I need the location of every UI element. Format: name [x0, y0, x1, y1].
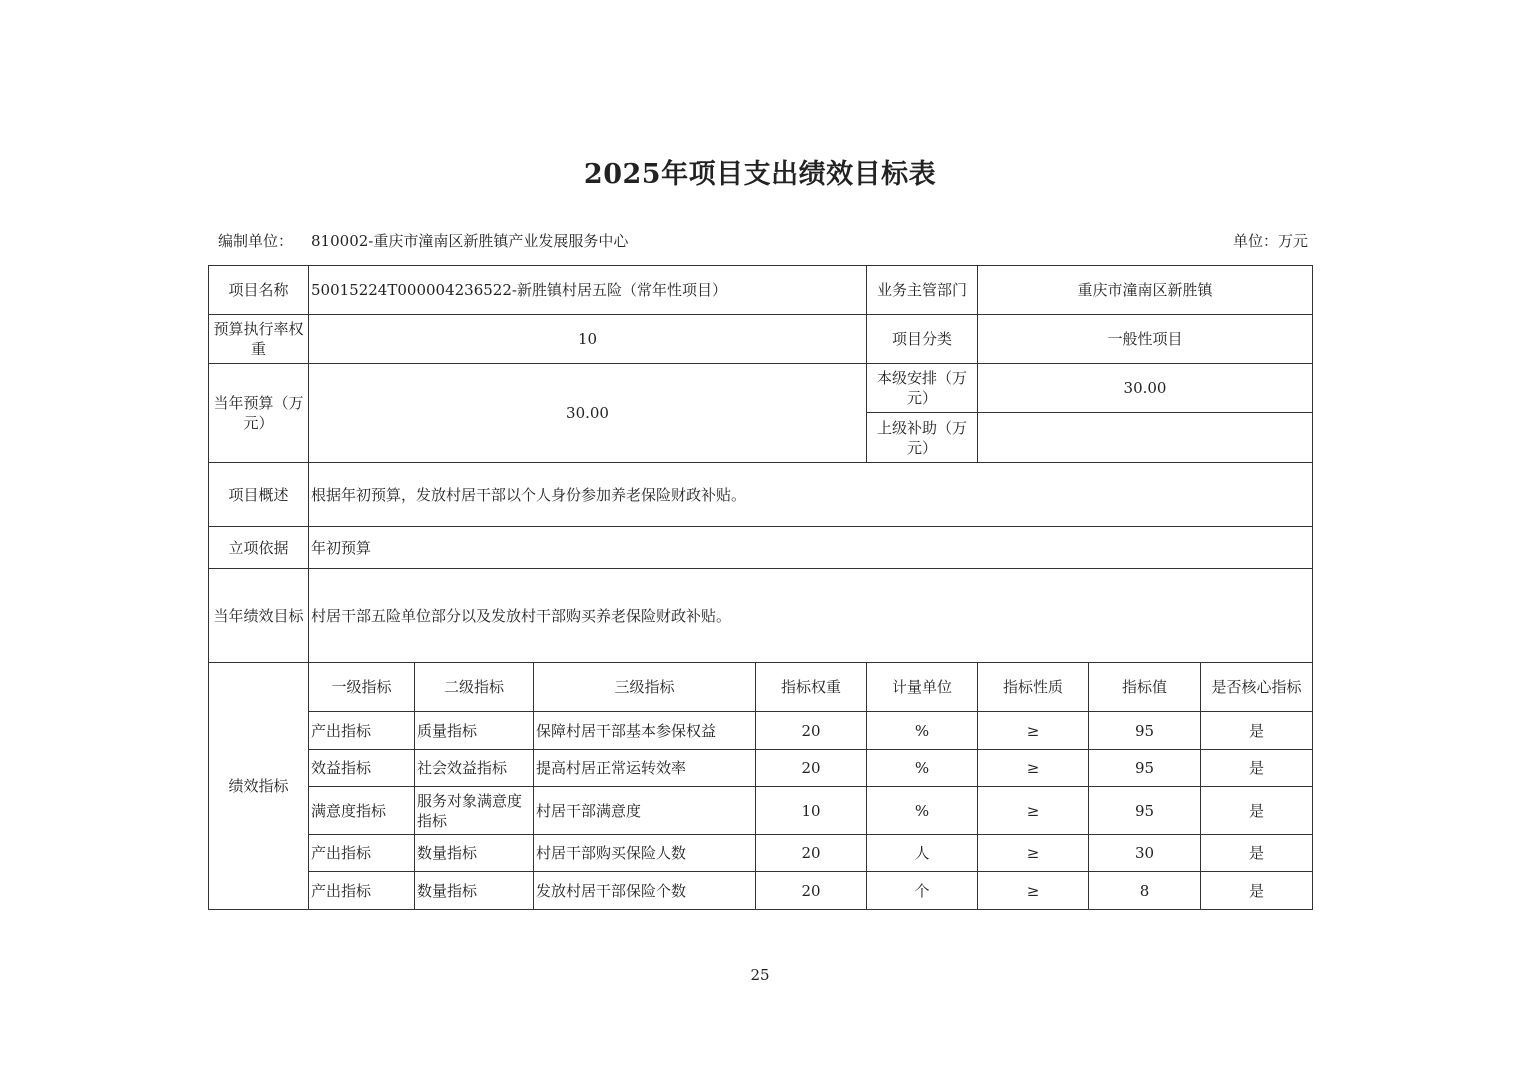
project-name-label: 项目名称 — [209, 266, 309, 315]
indicator-cell: 村居干部满意度 — [534, 787, 756, 835]
indicator-cell: 10 — [756, 787, 867, 835]
local-value: 30.00 — [978, 364, 1313, 413]
dept-label: 业务主管部门 — [867, 266, 978, 315]
indicator-cell: 社会效益指标 — [415, 750, 534, 787]
indicator-cell: 95 — [1089, 750, 1201, 787]
indicator-cell: 保障村居干部基本参保权益 — [534, 712, 756, 750]
compiling-unit-label: 编制单位： — [218, 232, 294, 250]
goal-label: 当年绩效目标 — [209, 569, 309, 663]
row-weight — [209, 315, 1313, 364]
row-budget — [209, 364, 1313, 413]
compiling-unit-value: 810002-重庆市潼南区新胜镇产业发展服务中心 — [311, 232, 629, 250]
indicator-cell: 是 — [1201, 712, 1313, 750]
column-header: 二级指标 — [415, 663, 534, 712]
indicator-cell: 20 — [756, 872, 867, 910]
indicator-cell: 满意度指标 — [309, 787, 415, 835]
indicator-row — [209, 712, 1313, 750]
indicator-cell: 人 — [867, 835, 978, 872]
column-header: 计量单位 — [867, 663, 978, 712]
local-label: 本级安排（万元） — [867, 364, 978, 413]
weight-label: 预算执行率权重 — [209, 315, 309, 364]
project-name-value: 50015224T000004236522-新胜镇村居五险（常年性项目） — [309, 266, 867, 315]
indicator-cell: 发放村居干部保险个数 — [534, 872, 756, 910]
upper-value — [978, 413, 1313, 463]
row-project-name — [209, 266, 1313, 315]
indicator-cell: 是 — [1201, 872, 1313, 910]
budget-label: 当年预算（万元） — [209, 364, 309, 463]
indicator-row — [209, 835, 1313, 872]
category-value: 一般性项目 — [978, 315, 1313, 364]
indicator-cell: % — [867, 787, 978, 835]
indicator-cell: 产出指标 — [309, 872, 415, 910]
row-overview — [209, 463, 1313, 527]
column-header: 是否核心指标 — [1201, 663, 1313, 712]
indicator-cell: 95 — [1089, 787, 1201, 835]
indicator-cell: 95 — [1089, 712, 1201, 750]
indicator-cell: % — [867, 750, 978, 787]
column-header: 指标权重 — [756, 663, 867, 712]
indicator-row — [209, 872, 1313, 910]
indicator-row — [209, 750, 1313, 787]
weight-value: 10 — [309, 315, 867, 364]
indicator-cell: 产出指标 — [309, 712, 415, 750]
page-number: 25 — [750, 966, 770, 984]
budget-value: 30.00 — [309, 364, 867, 463]
overview-value: 根据年初预算，发放村居干部以个人身份参加养老保险财政补贴。 — [309, 463, 1313, 527]
indicator-cell: ≥ — [978, 872, 1089, 910]
indicator-cell: 提高村居正常运转效率 — [534, 750, 756, 787]
indicator-cell: 是 — [1201, 787, 1313, 835]
indicator-cell: 20 — [756, 750, 867, 787]
basis-value: 年初预算 — [309, 527, 1313, 569]
indicator-cell: 是 — [1201, 835, 1313, 872]
overview-label: 项目概述 — [209, 463, 309, 527]
upper-label: 上级补助（万元） — [867, 413, 978, 463]
currency-unit: 单位：万元 — [1232, 232, 1308, 250]
indicator-cell: ≥ — [978, 712, 1089, 750]
row-basis — [209, 527, 1313, 569]
column-header: 指标性质 — [978, 663, 1089, 712]
goal-value: 村居干部五险单位部分以及发放村干部购买养老保险财政补贴。 — [309, 569, 1313, 663]
row-goal — [209, 569, 1313, 663]
compiling-unit — [218, 230, 628, 251]
indicator-cell: 数量指标 — [415, 835, 534, 872]
indicator-cell: 效益指标 — [309, 750, 415, 787]
indicator-cell: 30 — [1089, 835, 1201, 872]
indicator-header-row — [209, 663, 1313, 712]
indicator-row — [209, 787, 1313, 835]
indicator-cell: 质量指标 — [415, 712, 534, 750]
column-header: 指标值 — [1089, 663, 1201, 712]
indicator-cell: 服务对象满意度指标 — [415, 787, 534, 835]
column-header: 一级指标 — [309, 663, 415, 712]
column-header: 三级指标 — [534, 663, 756, 712]
basis-label: 立项依据 — [209, 527, 309, 569]
indicator-cell: 数量指标 — [415, 872, 534, 910]
performance-table — [208, 265, 1313, 910]
indicator-cell: ≥ — [978, 787, 1089, 835]
page-title: 2025年项目支出绩效目标表 — [583, 159, 937, 190]
category-label: 项目分类 — [867, 315, 978, 364]
indicator-cell: 20 — [756, 712, 867, 750]
indicator-cell: 个 — [867, 872, 978, 910]
indicator-cell: ≥ — [978, 835, 1089, 872]
dept-value: 重庆市潼南区新胜镇 — [978, 266, 1313, 315]
indicator-cell: 产出指标 — [309, 835, 415, 872]
indicator-cell: 20 — [756, 835, 867, 872]
indicator-cell: ≥ — [978, 750, 1089, 787]
perf-label: 绩效指标 — [209, 663, 309, 910]
indicator-cell: % — [867, 712, 978, 750]
indicator-cell: 是 — [1201, 750, 1313, 787]
indicator-cell: 8 — [1089, 872, 1201, 910]
indicator-cell: 村居干部购买保险人数 — [534, 835, 756, 872]
